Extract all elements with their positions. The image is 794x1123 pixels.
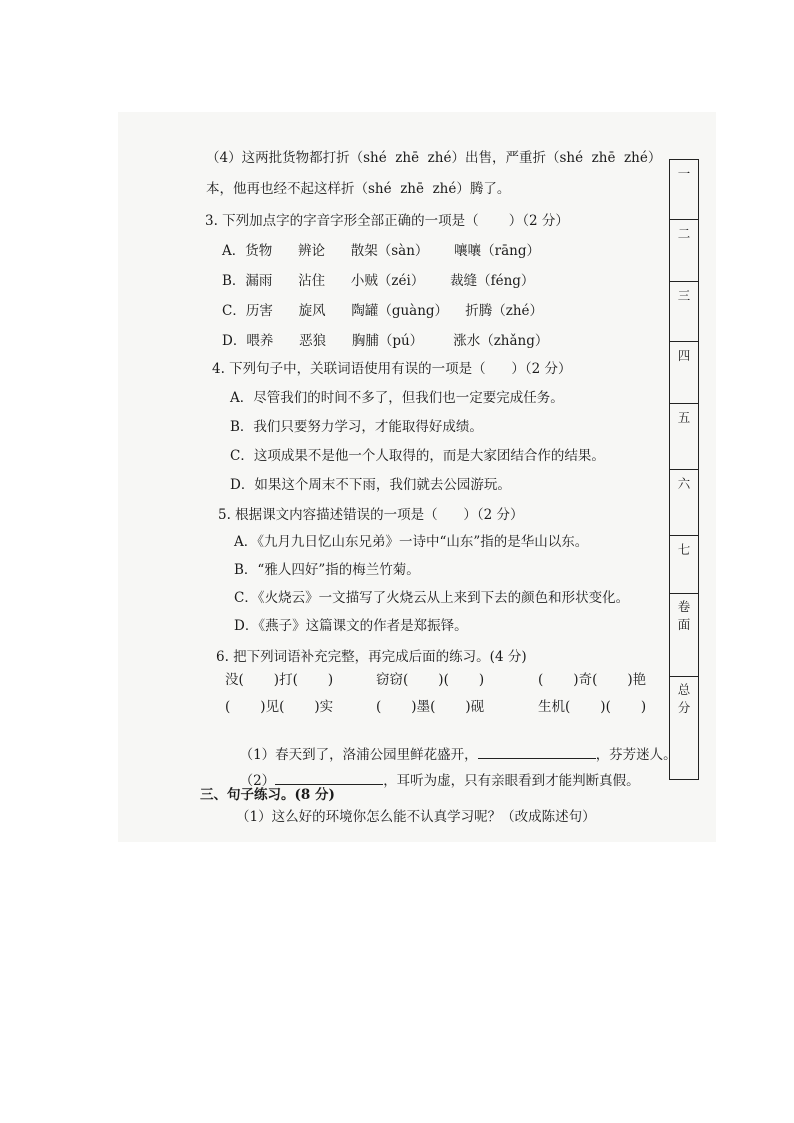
score-cell-1: 一 [670, 160, 699, 220]
q6-s2-prefix: （2） [239, 773, 276, 789]
q6-s2-blank[interactable] [275, 771, 383, 785]
q3-stem: 3. 下列加点字的字音字形全部正确的一项是（ ）（2 分） [205, 213, 569, 229]
q5-stem: 5. 根据课文内容描述错误的一项是（ ）（2 分） [218, 507, 524, 523]
q5-option-b: B．“雅人四好”指的梅兰竹菊。 [234, 562, 420, 578]
score-cell-6: 六 [670, 470, 699, 536]
score-cell-5: 五 [670, 404, 699, 470]
q6-word-3: ( )奇( )艳 [538, 672, 647, 688]
q4-option-d: D．如果这个周末不下雨，我们就去公园游玩。 [230, 477, 511, 493]
score-cell-7: 七 [670, 536, 699, 594]
q5-option-c: C．《火烧云》一文描写了火烧云从上来到下去的颜色和形状变化。 [234, 590, 630, 606]
q2-item4-line1: （4）这两批货物都打折（shé zhē zhé）出售，严重折（shé zhē zhé） [206, 150, 662, 166]
score-table [669, 159, 699, 780]
q6-word-5: ( )墨( )砚 [376, 699, 485, 715]
section3-heading: 三、句子练习。(8 分) [200, 787, 335, 803]
q3-option-b: B．漏雨 沾住 小贼（zéi） 裁缝（féng） [222, 273, 535, 289]
q6-word-1: 没( )打( ) [225, 672, 334, 688]
q6-s1-suffix: ，芬芳迷人。 [595, 747, 677, 763]
q4-stem: 4. 下列句子中，关联词语使用有误的一项是（ ）（2 分） [212, 361, 572, 377]
score-cell-9: 总分 [670, 677, 699, 780]
q6-s2-suffix: ，耳听为虚，只有亲眼看到才能判断真假。 [383, 773, 640, 789]
q3-option-d: D．喂养 恶狼 胸脯（pú） 涨水（zhǎng） [222, 333, 549, 349]
score-cell-8: 卷面 [670, 594, 699, 677]
q6-sentence-2 [231, 753, 640, 790]
q3-option-c: C．历害 旋风 陶罐（guàng） 折腾（zhé） [222, 303, 544, 319]
q4-option-b: B．我们只要努力学习，才能取得好成绩。 [230, 419, 483, 435]
q6-s1-prefix: （1）春天到了，洛浦公园里鲜花盛开， [239, 747, 478, 763]
q6-stem: 6. 把下列词语补充完整，再完成后面的练习。(4 分) [216, 649, 527, 665]
score-cell-4: 四 [670, 342, 699, 404]
q4-option-c: C．这项成果不是他一个人取得的，而是大家团结合作的结果。 [230, 448, 605, 464]
q2-item4-line2: 本，他再也经不起这样折（shé zhē zhé）腾了。 [206, 181, 511, 197]
q6-word-4: ( )见( )实 [225, 699, 334, 715]
score-cell-3: 三 [670, 282, 699, 342]
q5-option-d: D．《燕子》这篇课文的作者是郑振铎。 [234, 618, 468, 634]
q5-option-a: A．《九月九日忆山东兄弟》一诗中“山东”指的是华山以东。 [234, 534, 589, 550]
q6-word-2: 窃窃( )( ) [376, 672, 485, 688]
section3-item1: （1）这么好的环境你怎么能不认真学习呢？（改成陈述句） [236, 809, 596, 825]
q3-option-a: A．货物 辨论 散架（sàn） 嚷嚷（rāng） [222, 243, 541, 259]
q4-option-a: A．尽管我们的时间不多了，但我们也一定要完成任务。 [230, 390, 564, 406]
score-cell-2: 二 [670, 220, 699, 282]
q6-word-6: 生机( )( ) [538, 699, 647, 715]
